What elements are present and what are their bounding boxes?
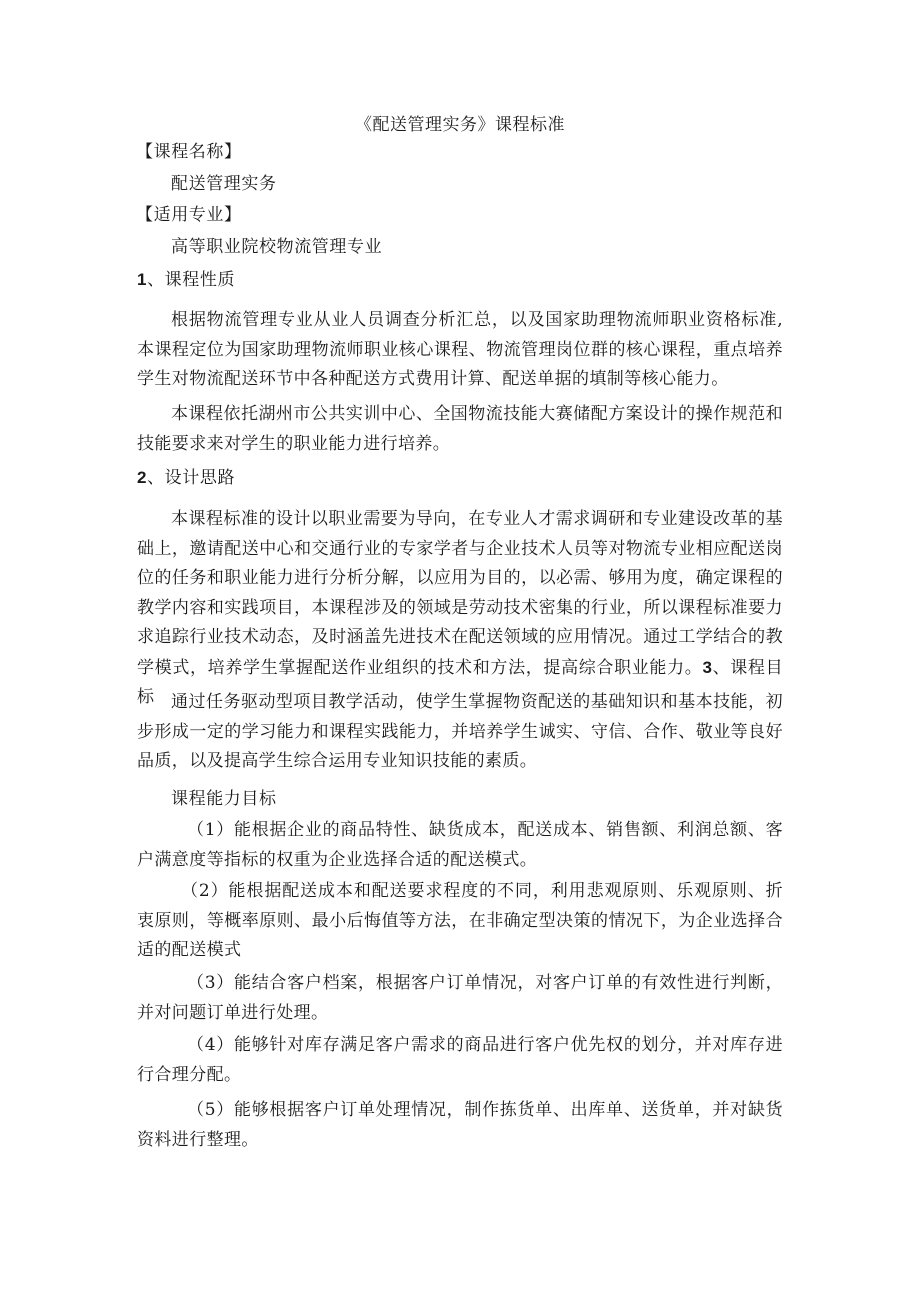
section1-number: 1 xyxy=(137,270,148,289)
course-name: 配送管理实务 xyxy=(171,174,277,194)
section1-heading xyxy=(137,268,235,292)
ability-item-3: （3）能结合客户档案，根据客户订单情况，对客户订单的有效性进行判断，并对问题订单进行处理。 xyxy=(137,973,783,1023)
ability-item-4: （4）能够针对库存满足客户需求的商品进行客户优先权的划分，并对库存进行合理分配。 xyxy=(137,1035,783,1085)
section2-title: 、设计思路 xyxy=(147,468,236,488)
section3-paragraph-1: 通过任务驱动型项目教学活动，使学生掌握物资配送的基础知识和基本技能，初步形成一定的学习能力和课程实践能力，并培养学生诚实、守信、合作、敬业等良好品质，以及提高学生综合运用专业知识技能的素质。 xyxy=(137,692,783,771)
document-title: 《配送管理实务》课程标准 xyxy=(355,115,565,135)
section1-title: 、课程性质 xyxy=(147,270,236,290)
major-heading: 【适用专业】 xyxy=(136,205,242,225)
ability-heading: 课程能力目标 xyxy=(171,789,277,809)
section2-heading xyxy=(137,466,235,490)
section1-paragraph-2: 本课程依托湖州市公共实训中心、全国物流技能大赛储配方案设计的操作规范和技能要求来对学生的职业能力进行培养。 xyxy=(137,404,783,454)
ability-item-1: （1）能根据企业的商品特性、缺货成本，配送成本、销售额、利润总额、客户满意度等指标的权重为企业选择合适的配送模式。 xyxy=(137,820,783,870)
ability-item-5: （5）能够根据客户订单处理情况，制作拣货单、出库单、送货单，并对缺货资料进行整理。 xyxy=(137,1100,783,1150)
section3-number: 3 xyxy=(702,657,713,677)
major: 高等职业院校物流管理专业 xyxy=(171,237,383,257)
section2-paragraph-text: 本课程标准的设计以职业需要为导向，在专业人才需求调研和专业建设改革的基础上，邀请配送中心和交通行业的专家学者与企业技术人员等对物流专业相应配送岗位的任务和职业能力进行分析分解，以应用为目的，以必需、够用为度，确定课程的教学内容和实践项目，本课程涉及的领域是劳动技术密集的行业，所以课程标准要力求追踪行业技术动态，及时涵盖先进技术在配送领域的应用情况。通过工学结合的教学模式，培养学生掌握配送作业组织的技术和方法，提高综合职业能力。 xyxy=(137,509,783,678)
section1-paragraph-1: 根据物流管理专业从业人员调查分析汇总，以及国家助理物流师职业资格标准,本课程定位为国家助理物流师职业核心课程、物流管理岗位群的核心课程，重点培养学生对物流配送环节中各种配送方式费用计算、配送单据的填制等核心能力。 xyxy=(137,310,783,389)
course-name-heading: 【课程名称】 xyxy=(136,142,242,162)
section2-number: 2 xyxy=(137,468,148,487)
section3-title: 、课程目标 xyxy=(137,657,783,707)
ability-item-2: （2）能根据配送成本和配送要求程度的不同，利用悲观原则、乐观原则、折衷原则，等概率原则、最小后悔值等方法，在非确定型决策的情况下，为企业选择合适的配送模式 xyxy=(137,881,783,960)
section2-paragraph-1 xyxy=(137,505,783,713)
